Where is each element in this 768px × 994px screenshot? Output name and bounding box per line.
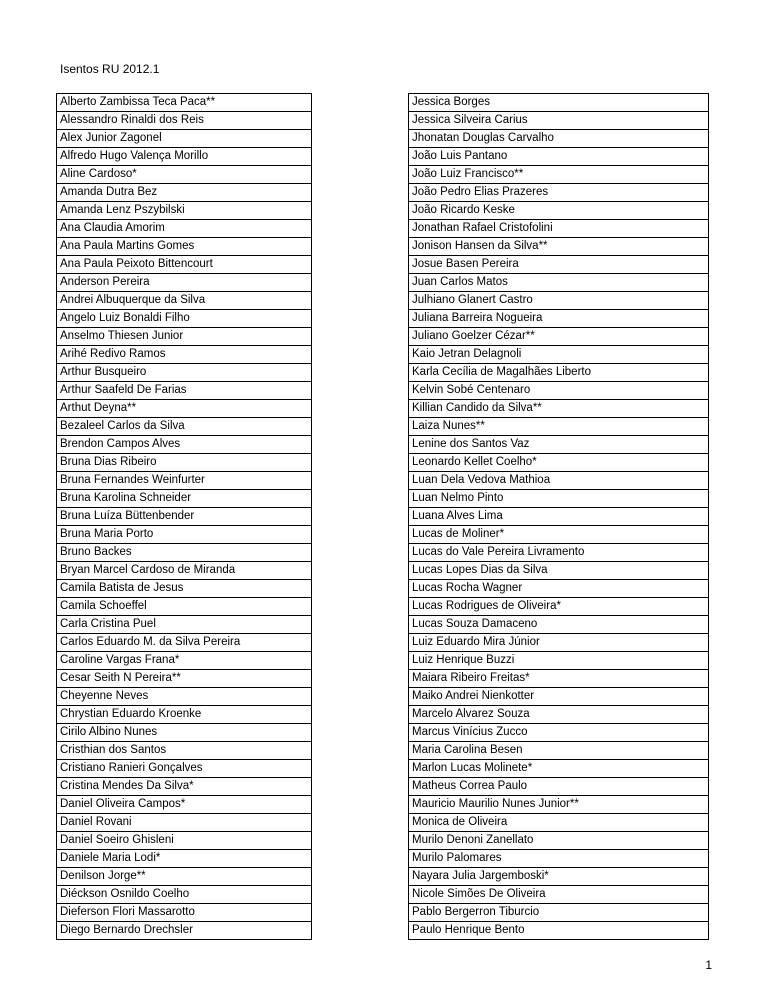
name-cell: Carlos Eduardo M. da Silva Pereira [57,634,312,652]
name-cell: Lucas do Vale Pereira Livramento [409,544,709,562]
table-row [409,526,709,544]
name-cell: Ana Paula Peixoto Bittencourt [57,256,312,274]
name-cell: Arthut Deyna** [57,400,312,418]
table-row [57,832,312,850]
table-row [57,814,312,832]
table-row [57,616,312,634]
table-row [409,238,709,256]
name-cell: João Ricardo Keske [409,202,709,220]
table-row [57,328,312,346]
table-row [409,832,709,850]
table-row [409,724,709,742]
name-cell: Aline Cardoso* [57,166,312,184]
table-row [57,778,312,796]
name-cell: Cesar Seith N Pereira** [57,670,312,688]
name-cell: Paulo Henrique Bento [409,922,709,940]
name-cell: Nicole Simões De Oliveira [409,886,709,904]
table-row [57,922,312,940]
table-row [409,166,709,184]
table-row [57,490,312,508]
table-row [57,418,312,436]
name-cell: Jessica Borges [409,94,709,112]
table-row [57,544,312,562]
table-row [409,184,709,202]
name-cell: Carla Cristina Puel [57,616,312,634]
name-cell: Lucas Rocha Wagner [409,580,709,598]
table-row [409,850,709,868]
table-row [409,202,709,220]
name-cell: Caroline Vargas Frana* [57,652,312,670]
name-cell: Andrei Albuquerque da Silva [57,292,312,310]
name-cell: Camila Schoeffel [57,598,312,616]
table-row [409,220,709,238]
table-row [409,868,709,886]
name-cell: Lucas Souza Damaceno [409,616,709,634]
table-row [409,454,709,472]
name-cell: João Luiz Francisco** [409,166,709,184]
name-cell: Camila Batista de Jesus [57,580,312,598]
table-row [409,796,709,814]
name-cell: Maiko Andrei Nienkotter [409,688,709,706]
name-cell: Bruna Fernandes Weinfurter [57,472,312,490]
table-row [409,562,709,580]
table-row [57,184,312,202]
table-row [57,634,312,652]
name-cell: Juliana Barreira Nogueira [409,310,709,328]
table-row [409,544,709,562]
table-row [57,742,312,760]
name-cell: Nayara Julia Jargemboski* [409,868,709,886]
name-cell: Alex Junior Zagonel [57,130,312,148]
table-row [57,130,312,148]
table-row [57,868,312,886]
table-row [57,598,312,616]
name-cell: Luana Alves Lima [409,508,709,526]
name-cell: João Luis Pantano [409,148,709,166]
table-row [409,688,709,706]
name-cell: Chrystian Eduardo Kroenke [57,706,312,724]
name-cell: Bruna Maria Porto [57,526,312,544]
table-row [57,364,312,382]
table-row [57,454,312,472]
table-row [409,418,709,436]
name-cell: Juan Carlos Matos [409,274,709,292]
table-row [57,724,312,742]
name-cell: Lucas de Moliner* [409,526,709,544]
table-row [409,706,709,724]
table-row [57,166,312,184]
table-row [57,760,312,778]
name-cell: Luiz Henrique Buzzi [409,652,709,670]
table-row [409,598,709,616]
name-cell: Alfredo Hugo Valença Morillo [57,148,312,166]
name-cell: Ana Claudia Amorim [57,220,312,238]
table-row [409,886,709,904]
name-cell: Daniel Soeiro Ghisleni [57,832,312,850]
name-cell: Arthur Busqueiro [57,364,312,382]
names-table-right-body [409,94,709,940]
table-row [409,814,709,832]
table-row [409,778,709,796]
table-row [57,508,312,526]
table-row [57,112,312,130]
table-row [409,292,709,310]
name-cell: Diéckson Osnildo Coelho [57,886,312,904]
name-cell: Lucas Rodrigues de Oliveira* [409,598,709,616]
name-cell: Luan Dela Vedova Mathioa [409,472,709,490]
table-row [409,310,709,328]
table-row [409,670,709,688]
name-cell: Bruna Luíza Büttenbender [57,508,312,526]
table-row [57,310,312,328]
name-cell: Marcelo Alvarez Souza [409,706,709,724]
name-cell: Mauricio Maurilio Nunes Junior** [409,796,709,814]
name-cell: Angelo Luiz Bonaldi Filho [57,310,312,328]
name-cell: Luiz Eduardo Mira Júnior [409,634,709,652]
table-row [57,670,312,688]
name-cell: Cristhian dos Santos [57,742,312,760]
table-row [409,256,709,274]
name-cell: Daniele Maria Lodi* [57,850,312,868]
name-cell: Leonardo Kellet Coelho* [409,454,709,472]
name-cell: Maiara Ribeiro Freitas* [409,670,709,688]
table-row [57,436,312,454]
name-cell: Jonison Hansen da Silva** [409,238,709,256]
table-row [409,328,709,346]
name-cell: Bruna Karolina Schneider [57,490,312,508]
table-row [409,364,709,382]
name-cell: Bryan Marcel Cardoso de Miranda [57,562,312,580]
name-cell: Cristina Mendes Da Silva* [57,778,312,796]
name-cell: Juliano Goelzer Cézar** [409,328,709,346]
table-row [57,238,312,256]
name-cell: Josue Basen Pereira [409,256,709,274]
table-row [409,742,709,760]
table-row [57,562,312,580]
table-row [57,202,312,220]
name-cell: Arthur Saafeld De Farias [57,382,312,400]
name-cell: Daniel Rovani [57,814,312,832]
name-cell: Julhiano Glanert Castro [409,292,709,310]
table-row [57,346,312,364]
name-cell: Anselmo Thiesen Junior [57,328,312,346]
name-cell: Luan Nelmo Pinto [409,490,709,508]
name-cell: Bezaleel Carlos da Silva [57,418,312,436]
table-row [57,706,312,724]
table-row [409,382,709,400]
name-cell: Matheus Correa Paulo [409,778,709,796]
name-cell: Kelvin Sobé Centenaro [409,382,709,400]
names-table-left [56,93,312,940]
table-row [57,904,312,922]
table-row [409,472,709,490]
name-cell: Monica de Oliveira [409,814,709,832]
name-cell: Jessica Silveira Carius [409,112,709,130]
table-row [409,904,709,922]
table-row [409,652,709,670]
name-cell: Alessandro Rinaldi dos Reis [57,112,312,130]
table-row [57,274,312,292]
name-cell: Lucas Lopes Dias da Silva [409,562,709,580]
name-cell: Maria Carolina Besen [409,742,709,760]
table-row [57,688,312,706]
name-cell: Brendon Campos Alves [57,436,312,454]
table-row [57,148,312,166]
name-cell: Amanda Dutra Bez [57,184,312,202]
table-row [57,400,312,418]
name-cell: Laiza Nunes** [409,418,709,436]
name-cell: Pablo Bergerron Tiburcio [409,904,709,922]
page-number: 1 [705,958,712,972]
name-cell: Jonathan Rafael Cristofolini [409,220,709,238]
name-cell: Dieferson Flori Massarotto [57,904,312,922]
name-cell: Arihé Redivo Ramos [57,346,312,364]
table-row [409,148,709,166]
table-row [409,274,709,292]
name-cell: Marlon Lucas Molinete* [409,760,709,778]
table-row [57,796,312,814]
table-row [409,490,709,508]
table-row [409,616,709,634]
name-cell: Anderson Pereira [57,274,312,292]
table-row [409,400,709,418]
name-cell: Jhonatan Douglas Carvalho [409,130,709,148]
table-row [409,508,709,526]
table-row [57,526,312,544]
name-cell: João Pedro Elias Prazeres [409,184,709,202]
table-row [409,580,709,598]
name-cell: Diego Bernardo Drechsler [57,922,312,940]
table-row [57,472,312,490]
name-cell: Karla Cecília de Magalhães Liberto [409,364,709,382]
name-cell: Lenine dos Santos Vaz [409,436,709,454]
table-row [409,760,709,778]
name-cell: Cirilo Albino Nunes [57,724,312,742]
table-row [57,886,312,904]
table-row [57,256,312,274]
name-cell: Cheyenne Neves [57,688,312,706]
table-row [409,922,709,940]
name-cell: Killian Candido da Silva** [409,400,709,418]
table-row [409,436,709,454]
table-row [409,94,709,112]
name-cell: Bruna Dias Ribeiro [57,454,312,472]
table-row [57,652,312,670]
name-cell: Cristiano Ranieri Gonçalves [57,760,312,778]
page-title: Isentos RU 2012.1 [60,62,160,76]
name-cell: Murilo Palomares [409,850,709,868]
table-row [57,850,312,868]
table-row [57,580,312,598]
table-row [57,94,312,112]
table-row [57,382,312,400]
table-row [57,220,312,238]
name-cell: Bruno Backes [57,544,312,562]
name-cell: Marcus Vinícius Zucco [409,724,709,742]
name-cell: Kaio Jetran Delagnoli [409,346,709,364]
table-row [409,130,709,148]
name-cell: Daniel Oliveira Campos* [57,796,312,814]
names-table-right [408,93,709,940]
table-row [409,112,709,130]
name-cell: Murilo Denoni Zanellato [409,832,709,850]
table-row [57,292,312,310]
names-table-left-body [57,94,312,940]
table-row [409,346,709,364]
name-cell: Alberto Zambissa Teca Paca** [57,94,312,112]
name-cell: Amanda Lenz Pszybilski [57,202,312,220]
name-cell: Denilson Jorge** [57,868,312,886]
name-cell: Ana Paula Martins Gomes [57,238,312,256]
table-row [409,634,709,652]
